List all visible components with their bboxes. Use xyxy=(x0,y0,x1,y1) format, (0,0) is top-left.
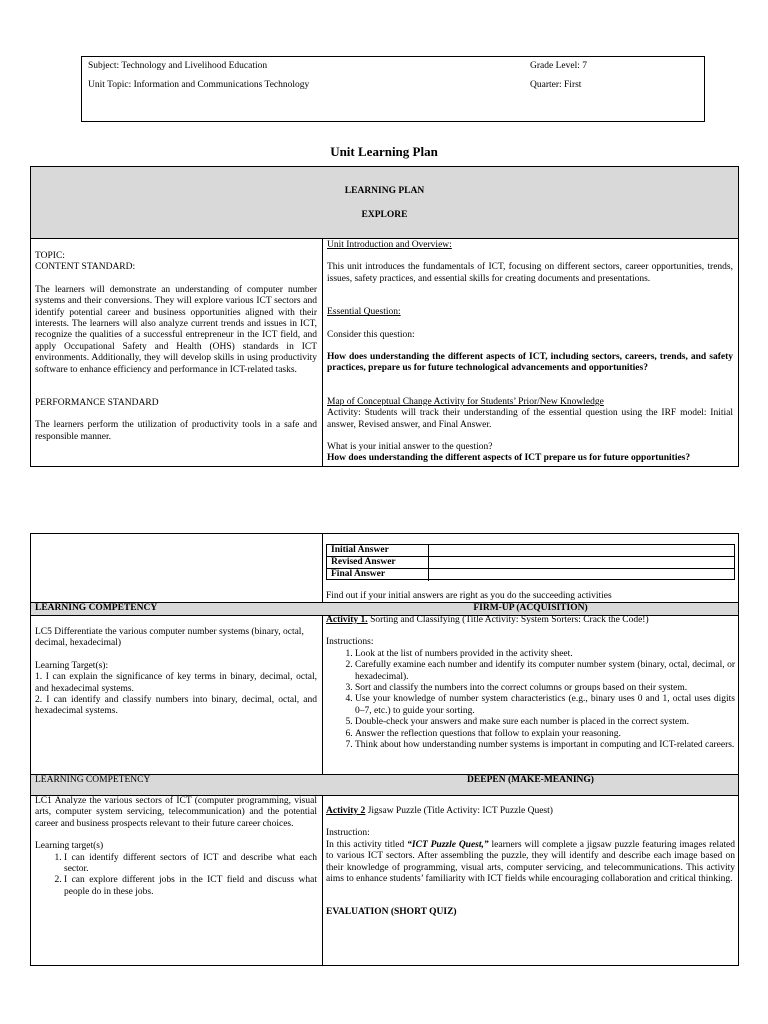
initial-answer-row xyxy=(327,545,734,557)
intro-label: Unit Introduction and Overview: xyxy=(327,240,452,250)
instruction-label: Instruction: xyxy=(326,828,370,839)
lc5-cell xyxy=(35,627,317,718)
map-text: Activity: Students will track their understanding of the essential question using the IRF model: Initial answer, Revised answer, and Final Answer. xyxy=(327,408,733,430)
list-item: 7. Think about how understanding number systems is important in computing and ICT-related careers. xyxy=(355,740,735,751)
unit-topic-text: Unit Topic: Information and Communications Technology xyxy=(88,80,310,90)
map-label: Map of Conceptual Change Activity for Students’ Prior/New Knowledge xyxy=(327,396,604,407)
content-standard-text: The learners will demonstrate an understanding of computer number systems and their conversions. They will explore various ICT sectors and identify potential career and business opportunities aligned with their interests. The learners will also analyze current trends and issues in ICT, recognize the qualities of a successful entrepreneur in the ICT field, and apply Occupational Safety and Health (OHS) standards in ICT environments. Additionally, they will develop skills in using productivity software to enhance efficiency and performance in ICT-related tasks. xyxy=(35,284,317,375)
learning-competency-label-2: LEARNING COMPETENCY xyxy=(35,775,151,785)
list-item: 4. Use your knowledge of number system characteristics (e.g., binary uses 0 and 1, octal uses digits 0–7, etc.) to guide your sorting. xyxy=(355,694,735,717)
standards-cell xyxy=(35,251,317,443)
learning-plan-heading: LEARNING PLAN xyxy=(344,186,425,196)
explore-heading: EXPLORE xyxy=(361,210,408,220)
list-item: 2. Carefully examine each number and identify its computer number system (binary, octal, decimal, or hexadecimal). xyxy=(355,660,735,683)
list-item: 1. Look at the list of numbers provided in the activity sheet. xyxy=(355,649,735,660)
revised-answer-label: Revised Answer xyxy=(331,557,396,567)
activity-2-label: Activity 2 xyxy=(326,806,366,816)
learning-target-label: Learning Target(s): xyxy=(35,660,109,671)
list-item: 5. Double-check your answers and make sure each number is placed in the correct system. xyxy=(355,717,735,728)
essential-question-label: Essential Question: xyxy=(327,307,401,318)
activity-1-title: Sorting and Classifying (Title Activity: System Sorters: Crack the Code!) xyxy=(367,615,649,625)
instructions-label: Instructions: xyxy=(326,637,374,648)
short-question: How does understanding the different aspects of ICT prepare us for future opportunities? xyxy=(327,453,691,464)
header-box xyxy=(81,56,705,122)
learning-plan-header xyxy=(31,167,738,239)
lc1-cell xyxy=(35,796,317,898)
list-item: 6. Answer the reflection questions that follow to explain your reasoning. xyxy=(355,729,735,740)
learning-targets-list xyxy=(35,853,317,899)
deepen-label: DEEPEN (MAKE-MEANING) xyxy=(467,775,594,785)
intro-text: This unit introduces the fundamentals of ICT, focusing on different sectors, career opportunities, trends, issues, safety practices, and essential skills for creating documents and presentations. xyxy=(327,262,733,284)
irf-answer-table xyxy=(326,544,735,580)
essential-question: How does understanding the different aspects of ICT, including sectors, careers, trends, and safety practices, prepare us for future technological advancements and opportunities? xyxy=(327,351,733,374)
revised-answer-row xyxy=(327,557,734,569)
list-item: 3. Sort and classify the numbers into the correct columns or groups based on their system. xyxy=(355,683,735,694)
performance-standard-label: PERFORMANCE STANDARD xyxy=(35,397,159,408)
find-out-text: Find out if your initial answers are right as you do the succeeding activities xyxy=(326,591,612,601)
quarter-text: Quarter: First xyxy=(530,80,582,90)
content-standard-label: CONTENT STANDARD: xyxy=(35,262,136,273)
learning-target-2: 2. I can identify and classify numbers into binary, decimal, octal, and hexadecimal systems. xyxy=(35,694,317,717)
activity-2-title: Jigsaw Puzzle (Title Activity: ICT Puzzle Quest) xyxy=(365,806,553,816)
list-item: 1. I can identify different sectors of ICT and describe what each sector. xyxy=(64,853,317,876)
column-divider xyxy=(322,534,323,965)
activity-1-cell xyxy=(326,615,735,751)
firm-up-label: FIRM-UP (ACQUISITION) xyxy=(473,603,588,613)
learning-target-1: 1. I can explain the significance of key terms in binary, decimal, octal, and hexadecimal systems. xyxy=(35,672,317,694)
activity-1-label: Activity 1. xyxy=(326,615,368,625)
lc1-text: LC1 Analyze the various sectors of ICT (computer programming, visual arts, computer system servicing, telecommunication) and the potential career and business prospects relevant to their future career choices. xyxy=(35,796,317,829)
lc5-text: LC5 Differentiate the various computer number systems (binary, octal, decimal, hexadecimal) xyxy=(35,627,304,649)
final-answer-label: Final Answer xyxy=(331,569,386,579)
list-item: 2. I can explore different jobs in the ICT field and discuss what people do in these jobs. xyxy=(64,875,317,898)
learning-plan-table xyxy=(30,166,739,467)
column-divider xyxy=(322,239,323,467)
activity-2-cell xyxy=(326,806,735,919)
performance-standard-text: The learners perform the utilization of productivity tools in a safe and responsible manner. xyxy=(35,420,317,442)
instructions-list xyxy=(326,649,735,752)
evaluation-label: EVALUATION (SHORT QUIZ) xyxy=(326,907,457,918)
subject-text: Subject: Technology and Livelihood Education xyxy=(88,61,268,71)
grade-level-text: Grade Level: 7 xyxy=(530,61,587,71)
essential-question-prompt: Consider this question: xyxy=(327,329,415,340)
topic-label: TOPIC: xyxy=(35,251,65,261)
activity-title-emphasis: “ICT Puzzle Quest,” xyxy=(407,839,489,850)
initial-answer-prompt: What is your initial answer to the question? xyxy=(327,441,493,452)
final-answer-row xyxy=(327,569,734,581)
initial-answer-label: Initial Answer xyxy=(331,545,389,555)
overview-cell xyxy=(327,240,733,465)
instruction-text: In this activity titled “ICT Puzzle Quest,” learners will complete a jigsaw puzzle featuring images related to various ICT sectors. After assembling the puzzle, they will identify and describe each image based on their knowledge of programming, visual arts, computer servicing, and telecommunications. This activity aims to enhance students’ familiarity with ICT fields while encouraging collaboration and critical thinking. xyxy=(326,839,736,884)
competency-table xyxy=(30,533,739,966)
learning-target-label-2: Learning target(s) xyxy=(35,841,104,852)
page-title: Unit Learning Plan xyxy=(330,144,438,159)
learning-competency-label: LEARNING COMPETENCY xyxy=(35,603,158,613)
